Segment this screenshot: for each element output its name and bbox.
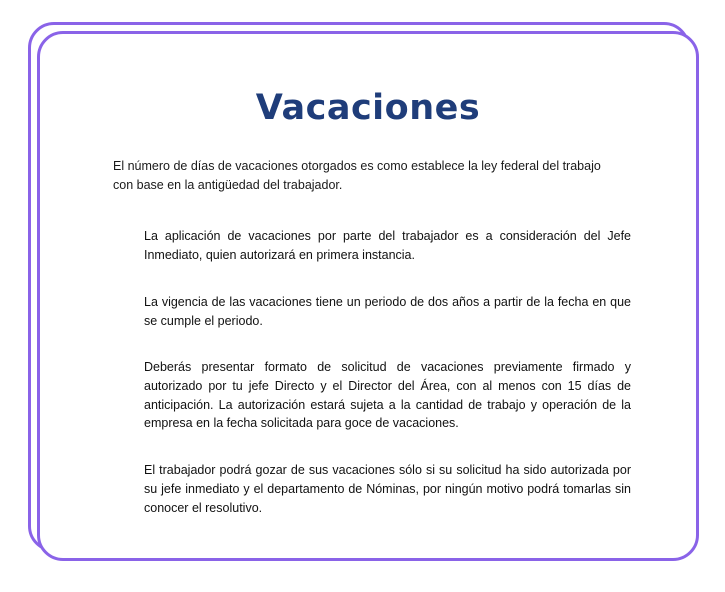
body-paragraph-2: La vigencia de las vacaciones tiene un periodo de dos años a partir de la fecha en que se cumple el periodo. (144, 295, 631, 328)
body-paragraph-3: Deberás presentar formato de solicitud de vacaciones previamente firmado y autorizado por tu jefe Directo y el Director del Área, con al menos con 15 días de anticipación. La autorización estará sujeta a la cantidad de trabajo y operación de la empresa en la fecha solicitada para goce de vacaciones. (144, 360, 631, 431)
body-paragraph-4: El trabajador podrá gozar de sus vacaciones sólo si su solicitud ha sido autorizada por su jefe inmediato y el departamento de Nóminas, por ningún motivo podrá tomarlas sin conocer el resolutivo. (144, 463, 631, 515)
intro-paragraph: El número de días de vacaciones otorgados es como establece la ley federal del trabajo con base en la antigüedad del trabajador. (113, 159, 601, 193)
body-paragraph-1: La aplicación de vacaciones por parte del trabajador es a consideración del Jefe Inmediato, quien autorizará en primera instancia. (144, 229, 631, 262)
page-title: Vacaciones (255, 88, 481, 128)
slide-content (37, 31, 699, 561)
